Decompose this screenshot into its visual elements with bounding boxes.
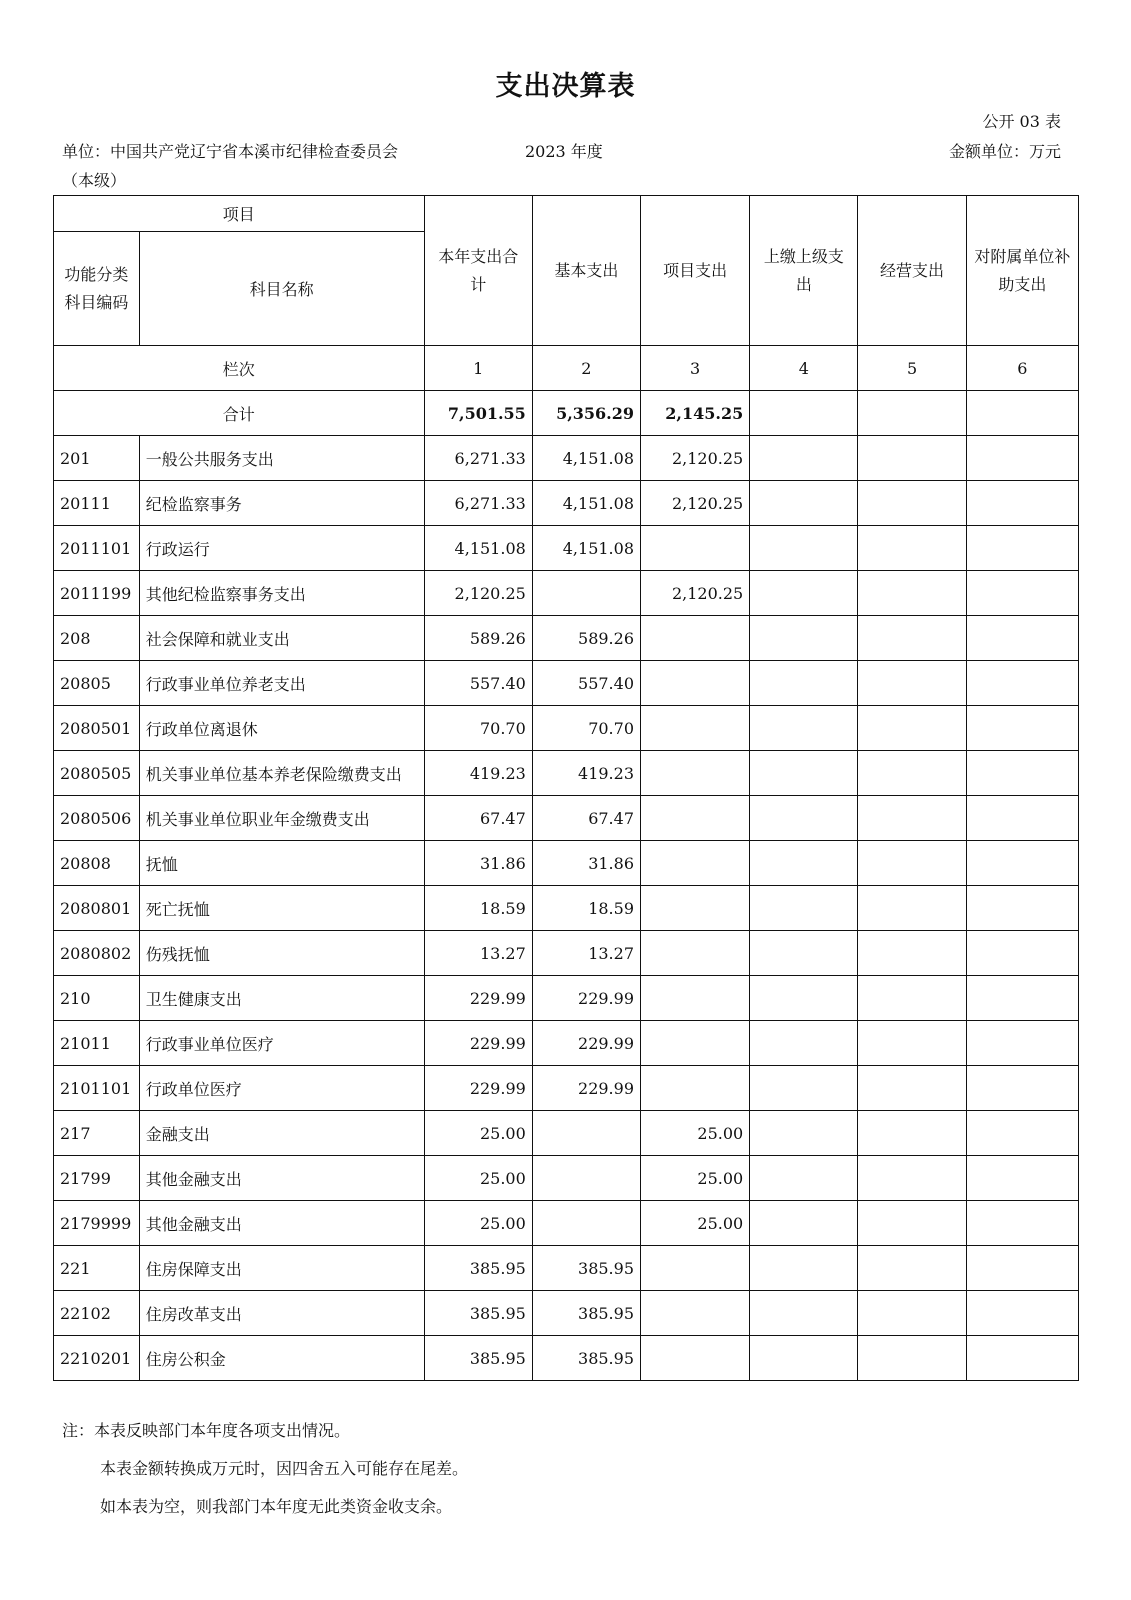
row-basic: 557.40 xyxy=(532,661,640,706)
row-total: 385.95 xyxy=(424,1246,532,1291)
row-business xyxy=(858,1291,966,1336)
row-business xyxy=(858,706,966,751)
row-basic: 4,151.08 xyxy=(532,526,640,571)
row-subsidy xyxy=(966,1156,1078,1201)
row-basic: 4,151.08 xyxy=(532,436,640,481)
row-basic: 385.95 xyxy=(532,1291,640,1336)
row-code: 20111 xyxy=(54,481,140,526)
row-subsidy xyxy=(966,1246,1078,1291)
unit-name: 单位：中国共产党辽宁省本溪市纪律检查委员会 xyxy=(62,142,399,161)
row-total: 6,271.33 xyxy=(424,481,532,526)
row-code: 2011101 xyxy=(54,526,140,571)
table-row xyxy=(54,886,1079,931)
column-number-6: 6 xyxy=(966,346,1078,391)
row-name: 伤残抚恤 xyxy=(139,931,424,976)
row-code: 2101101 xyxy=(54,1066,140,1111)
row-subsidy xyxy=(966,751,1078,796)
row-basic xyxy=(532,1111,640,1156)
header-col3-project: 项目支出 xyxy=(641,196,750,346)
row-name: 住房公积金 xyxy=(139,1336,424,1381)
header-col1-total: 本年支出合计 xyxy=(424,196,532,346)
amount-unit: 金额单位：万元 xyxy=(948,142,1061,161)
unit-name-continued: （本级） xyxy=(62,171,127,190)
column-number-5: 5 xyxy=(858,346,966,391)
row-basic: 229.99 xyxy=(532,976,640,1021)
table-row xyxy=(54,436,1079,481)
row-upper xyxy=(750,1021,858,1066)
row-upper xyxy=(750,1156,858,1201)
row-total: 13.27 xyxy=(424,931,532,976)
row-subsidy xyxy=(966,1336,1078,1381)
row-code: 210 xyxy=(54,976,140,1021)
row-project xyxy=(641,706,750,751)
row-upper xyxy=(750,751,858,796)
row-basic: 385.95 xyxy=(532,1246,640,1291)
table-row xyxy=(54,571,1079,616)
row-basic xyxy=(532,1201,640,1246)
row-subsidy xyxy=(966,1201,1078,1246)
row-basic: 13.27 xyxy=(532,931,640,976)
table-row xyxy=(54,481,1079,526)
row-basic xyxy=(532,571,640,616)
row-upper xyxy=(750,571,858,616)
fiscal-year: 2023 年度 xyxy=(525,142,603,161)
table-row xyxy=(54,1246,1079,1291)
column-number-label: 栏次 xyxy=(54,346,425,391)
row-basic: 18.59 xyxy=(532,886,640,931)
row-project xyxy=(641,661,750,706)
row-name: 行政单位医疗 xyxy=(139,1066,424,1111)
table-row xyxy=(54,796,1079,841)
row-project: 25.00 xyxy=(641,1111,750,1156)
row-business xyxy=(858,1336,966,1381)
row-basic: 31.86 xyxy=(532,841,640,886)
table-row xyxy=(54,1156,1079,1201)
row-upper xyxy=(750,526,858,571)
column-number-2: 2 xyxy=(532,346,640,391)
row-upper xyxy=(750,1336,858,1381)
row-total: 557.40 xyxy=(424,661,532,706)
table-row xyxy=(54,1021,1079,1066)
table-row xyxy=(54,751,1079,796)
row-project xyxy=(641,1246,750,1291)
row-project: 2,120.25 xyxy=(641,571,750,616)
row-business xyxy=(858,436,966,481)
row-subsidy xyxy=(966,841,1078,886)
row-upper xyxy=(750,841,858,886)
page-title: 支出决算表 xyxy=(495,71,636,102)
row-basic: 70.70 xyxy=(532,706,640,751)
row-business xyxy=(858,571,966,616)
table-row xyxy=(54,1201,1079,1246)
row-upper xyxy=(750,1111,858,1156)
row-basic: 4,151.08 xyxy=(532,481,640,526)
total-value: 7,501.55 xyxy=(424,391,532,436)
column-number-1: 1 xyxy=(424,346,532,391)
row-code: 21799 xyxy=(54,1156,140,1201)
row-subsidy xyxy=(966,571,1078,616)
row-code: 20808 xyxy=(54,841,140,886)
row-total: 25.00 xyxy=(424,1201,532,1246)
row-code: 21011 xyxy=(54,1021,140,1066)
row-name: 卫生健康支出 xyxy=(139,976,424,1021)
notes xyxy=(62,1412,468,1526)
row-subsidy xyxy=(966,661,1078,706)
row-name: 死亡抚恤 xyxy=(139,886,424,931)
row-project xyxy=(641,616,750,661)
row-code: 2210201 xyxy=(54,1336,140,1381)
row-total: 419.23 xyxy=(424,751,532,796)
table-row xyxy=(54,526,1079,571)
row-basic: 229.99 xyxy=(532,1066,640,1111)
row-business xyxy=(858,661,966,706)
total-business xyxy=(858,391,966,436)
row-business xyxy=(858,481,966,526)
row-subsidy xyxy=(966,526,1078,571)
note-1: 注：本表反映部门本年度各项支出情况。 xyxy=(62,1421,351,1440)
row-name: 社会保障和就业支出 xyxy=(139,616,424,661)
table-row xyxy=(54,931,1079,976)
row-code: 2080506 xyxy=(54,796,140,841)
row-project xyxy=(641,841,750,886)
row-business xyxy=(858,1246,966,1291)
row-business xyxy=(858,1201,966,1246)
row-project: 25.00 xyxy=(641,1156,750,1201)
row-project xyxy=(641,1066,750,1111)
row-upper xyxy=(750,886,858,931)
row-name: 其他金融支出 xyxy=(139,1156,424,1201)
expenditure-table xyxy=(53,195,1079,1381)
table-row xyxy=(54,616,1079,661)
table-row xyxy=(54,841,1079,886)
row-code: 2080801 xyxy=(54,886,140,931)
row-business xyxy=(858,616,966,661)
row-basic: 229.99 xyxy=(532,1021,640,1066)
row-name: 行政事业单位养老支出 xyxy=(139,661,424,706)
row-total: 229.99 xyxy=(424,976,532,1021)
row-business xyxy=(858,886,966,931)
row-upper xyxy=(750,976,858,1021)
row-upper xyxy=(750,1246,858,1291)
row-name: 其他金融支出 xyxy=(139,1201,424,1246)
row-code: 2080505 xyxy=(54,751,140,796)
row-business xyxy=(858,1111,966,1156)
table-row xyxy=(54,1111,1079,1156)
row-upper xyxy=(750,616,858,661)
header-code: 功能分类科目编码 xyxy=(54,232,140,346)
row-name: 机关事业单位职业年金缴费支出 xyxy=(139,796,424,841)
row-business xyxy=(858,751,966,796)
row-total: 4,151.08 xyxy=(424,526,532,571)
row-code: 2179999 xyxy=(54,1201,140,1246)
row-project: 25.00 xyxy=(641,1201,750,1246)
row-total: 6,271.33 xyxy=(424,436,532,481)
row-project xyxy=(641,526,750,571)
row-name: 纪检监察事务 xyxy=(139,481,424,526)
row-business xyxy=(858,1021,966,1066)
row-subsidy xyxy=(966,616,1078,661)
note-2: 本表金额转换成万元时，因四舍五入可能存在尾差。 xyxy=(100,1459,469,1478)
table-row xyxy=(54,976,1079,1021)
row-business xyxy=(858,1066,966,1111)
row-project: 2,120.25 xyxy=(641,481,750,526)
row-name: 抚恤 xyxy=(139,841,424,886)
row-project xyxy=(641,1336,750,1381)
row-project xyxy=(641,1021,750,1066)
row-name: 住房保障支出 xyxy=(139,1246,424,1291)
row-code: 221 xyxy=(54,1246,140,1291)
row-name: 金融支出 xyxy=(139,1111,424,1156)
row-business xyxy=(858,931,966,976)
header-col2-basic: 基本支出 xyxy=(532,196,640,346)
row-name: 其他纪检监察事务支出 xyxy=(139,571,424,616)
header-col6-subsidy: 对附属单位补助支出 xyxy=(966,196,1078,346)
row-subsidy xyxy=(966,1291,1078,1336)
header-item: 项目 xyxy=(54,196,425,232)
row-business xyxy=(858,526,966,571)
row-project xyxy=(641,886,750,931)
row-code: 201 xyxy=(54,436,140,481)
row-subsidy xyxy=(966,481,1078,526)
row-upper xyxy=(750,661,858,706)
row-project xyxy=(641,1291,750,1336)
table-row xyxy=(54,661,1079,706)
row-upper xyxy=(750,931,858,976)
row-subsidy xyxy=(966,1111,1078,1156)
column-number-4: 4 xyxy=(750,346,858,391)
row-total: 31.86 xyxy=(424,841,532,886)
row-name: 一般公共服务支出 xyxy=(139,436,424,481)
row-total: 385.95 xyxy=(424,1291,532,1336)
row-total: 229.99 xyxy=(424,1066,532,1111)
row-code: 2011199 xyxy=(54,571,140,616)
row-business xyxy=(858,796,966,841)
row-basic xyxy=(532,1156,640,1201)
row-project xyxy=(641,751,750,796)
row-subsidy xyxy=(966,931,1078,976)
row-project: 2,120.25 xyxy=(641,436,750,481)
row-subsidy xyxy=(966,706,1078,751)
row-upper xyxy=(750,706,858,751)
table-row xyxy=(54,706,1079,751)
total-subsidy xyxy=(966,391,1078,436)
row-code: 20805 xyxy=(54,661,140,706)
row-subsidy xyxy=(966,976,1078,1021)
row-upper xyxy=(750,481,858,526)
table-row xyxy=(54,1336,1079,1381)
total-upper xyxy=(750,391,858,436)
row-subsidy xyxy=(966,436,1078,481)
row-basic: 67.47 xyxy=(532,796,640,841)
row-name: 行政单位离退休 xyxy=(139,706,424,751)
row-basic: 589.26 xyxy=(532,616,640,661)
row-code: 22102 xyxy=(54,1291,140,1336)
row-basic: 385.95 xyxy=(532,1336,640,1381)
row-name: 住房改革支出 xyxy=(139,1291,424,1336)
row-project xyxy=(641,796,750,841)
total-row xyxy=(54,391,1079,436)
row-project xyxy=(641,976,750,1021)
form-code: 公开 03 表 xyxy=(982,112,1061,131)
row-name: 行政运行 xyxy=(139,526,424,571)
row-upper xyxy=(750,1066,858,1111)
row-total: 25.00 xyxy=(424,1156,532,1201)
row-business xyxy=(858,976,966,1021)
row-upper xyxy=(750,1291,858,1336)
row-subsidy xyxy=(966,1066,1078,1111)
header-col5-business: 经营支出 xyxy=(858,196,966,346)
note-3: 如本表为空，则我部门本年度无此类资金收支余。 xyxy=(100,1497,453,1516)
row-total: 385.95 xyxy=(424,1336,532,1381)
row-name: 行政事业单位医疗 xyxy=(139,1021,424,1066)
row-total: 67.47 xyxy=(424,796,532,841)
row-business xyxy=(858,841,966,886)
column-number-3: 3 xyxy=(641,346,750,391)
total-project: 2,145.25 xyxy=(641,391,750,436)
row-total: 589.26 xyxy=(424,616,532,661)
table-row xyxy=(54,1291,1079,1336)
row-total: 18.59 xyxy=(424,886,532,931)
row-subsidy xyxy=(966,1021,1078,1066)
row-upper xyxy=(750,796,858,841)
row-code: 2080501 xyxy=(54,706,140,751)
row-total: 229.99 xyxy=(424,1021,532,1066)
row-total: 2,120.25 xyxy=(424,571,532,616)
total-basic: 5,356.29 xyxy=(532,391,640,436)
total-label: 合计 xyxy=(54,391,425,436)
row-subsidy xyxy=(966,886,1078,931)
row-upper xyxy=(750,1201,858,1246)
row-project xyxy=(641,931,750,976)
header-col4-upper: 上缴上级支出 xyxy=(750,196,858,346)
row-upper xyxy=(750,436,858,481)
row-code: 208 xyxy=(54,616,140,661)
row-basic: 419.23 xyxy=(532,751,640,796)
row-code: 217 xyxy=(54,1111,140,1156)
row-total: 25.00 xyxy=(424,1111,532,1156)
header-row-1 xyxy=(54,196,1079,232)
row-total: 70.70 xyxy=(424,706,532,751)
column-number-row xyxy=(54,346,1079,391)
row-subsidy xyxy=(966,796,1078,841)
table-row xyxy=(54,1066,1079,1111)
header-name: 科目名称 xyxy=(139,232,424,346)
row-business xyxy=(858,1156,966,1201)
row-code: 2080802 xyxy=(54,931,140,976)
row-name: 机关事业单位基本养老保险缴费支出 xyxy=(139,751,424,796)
